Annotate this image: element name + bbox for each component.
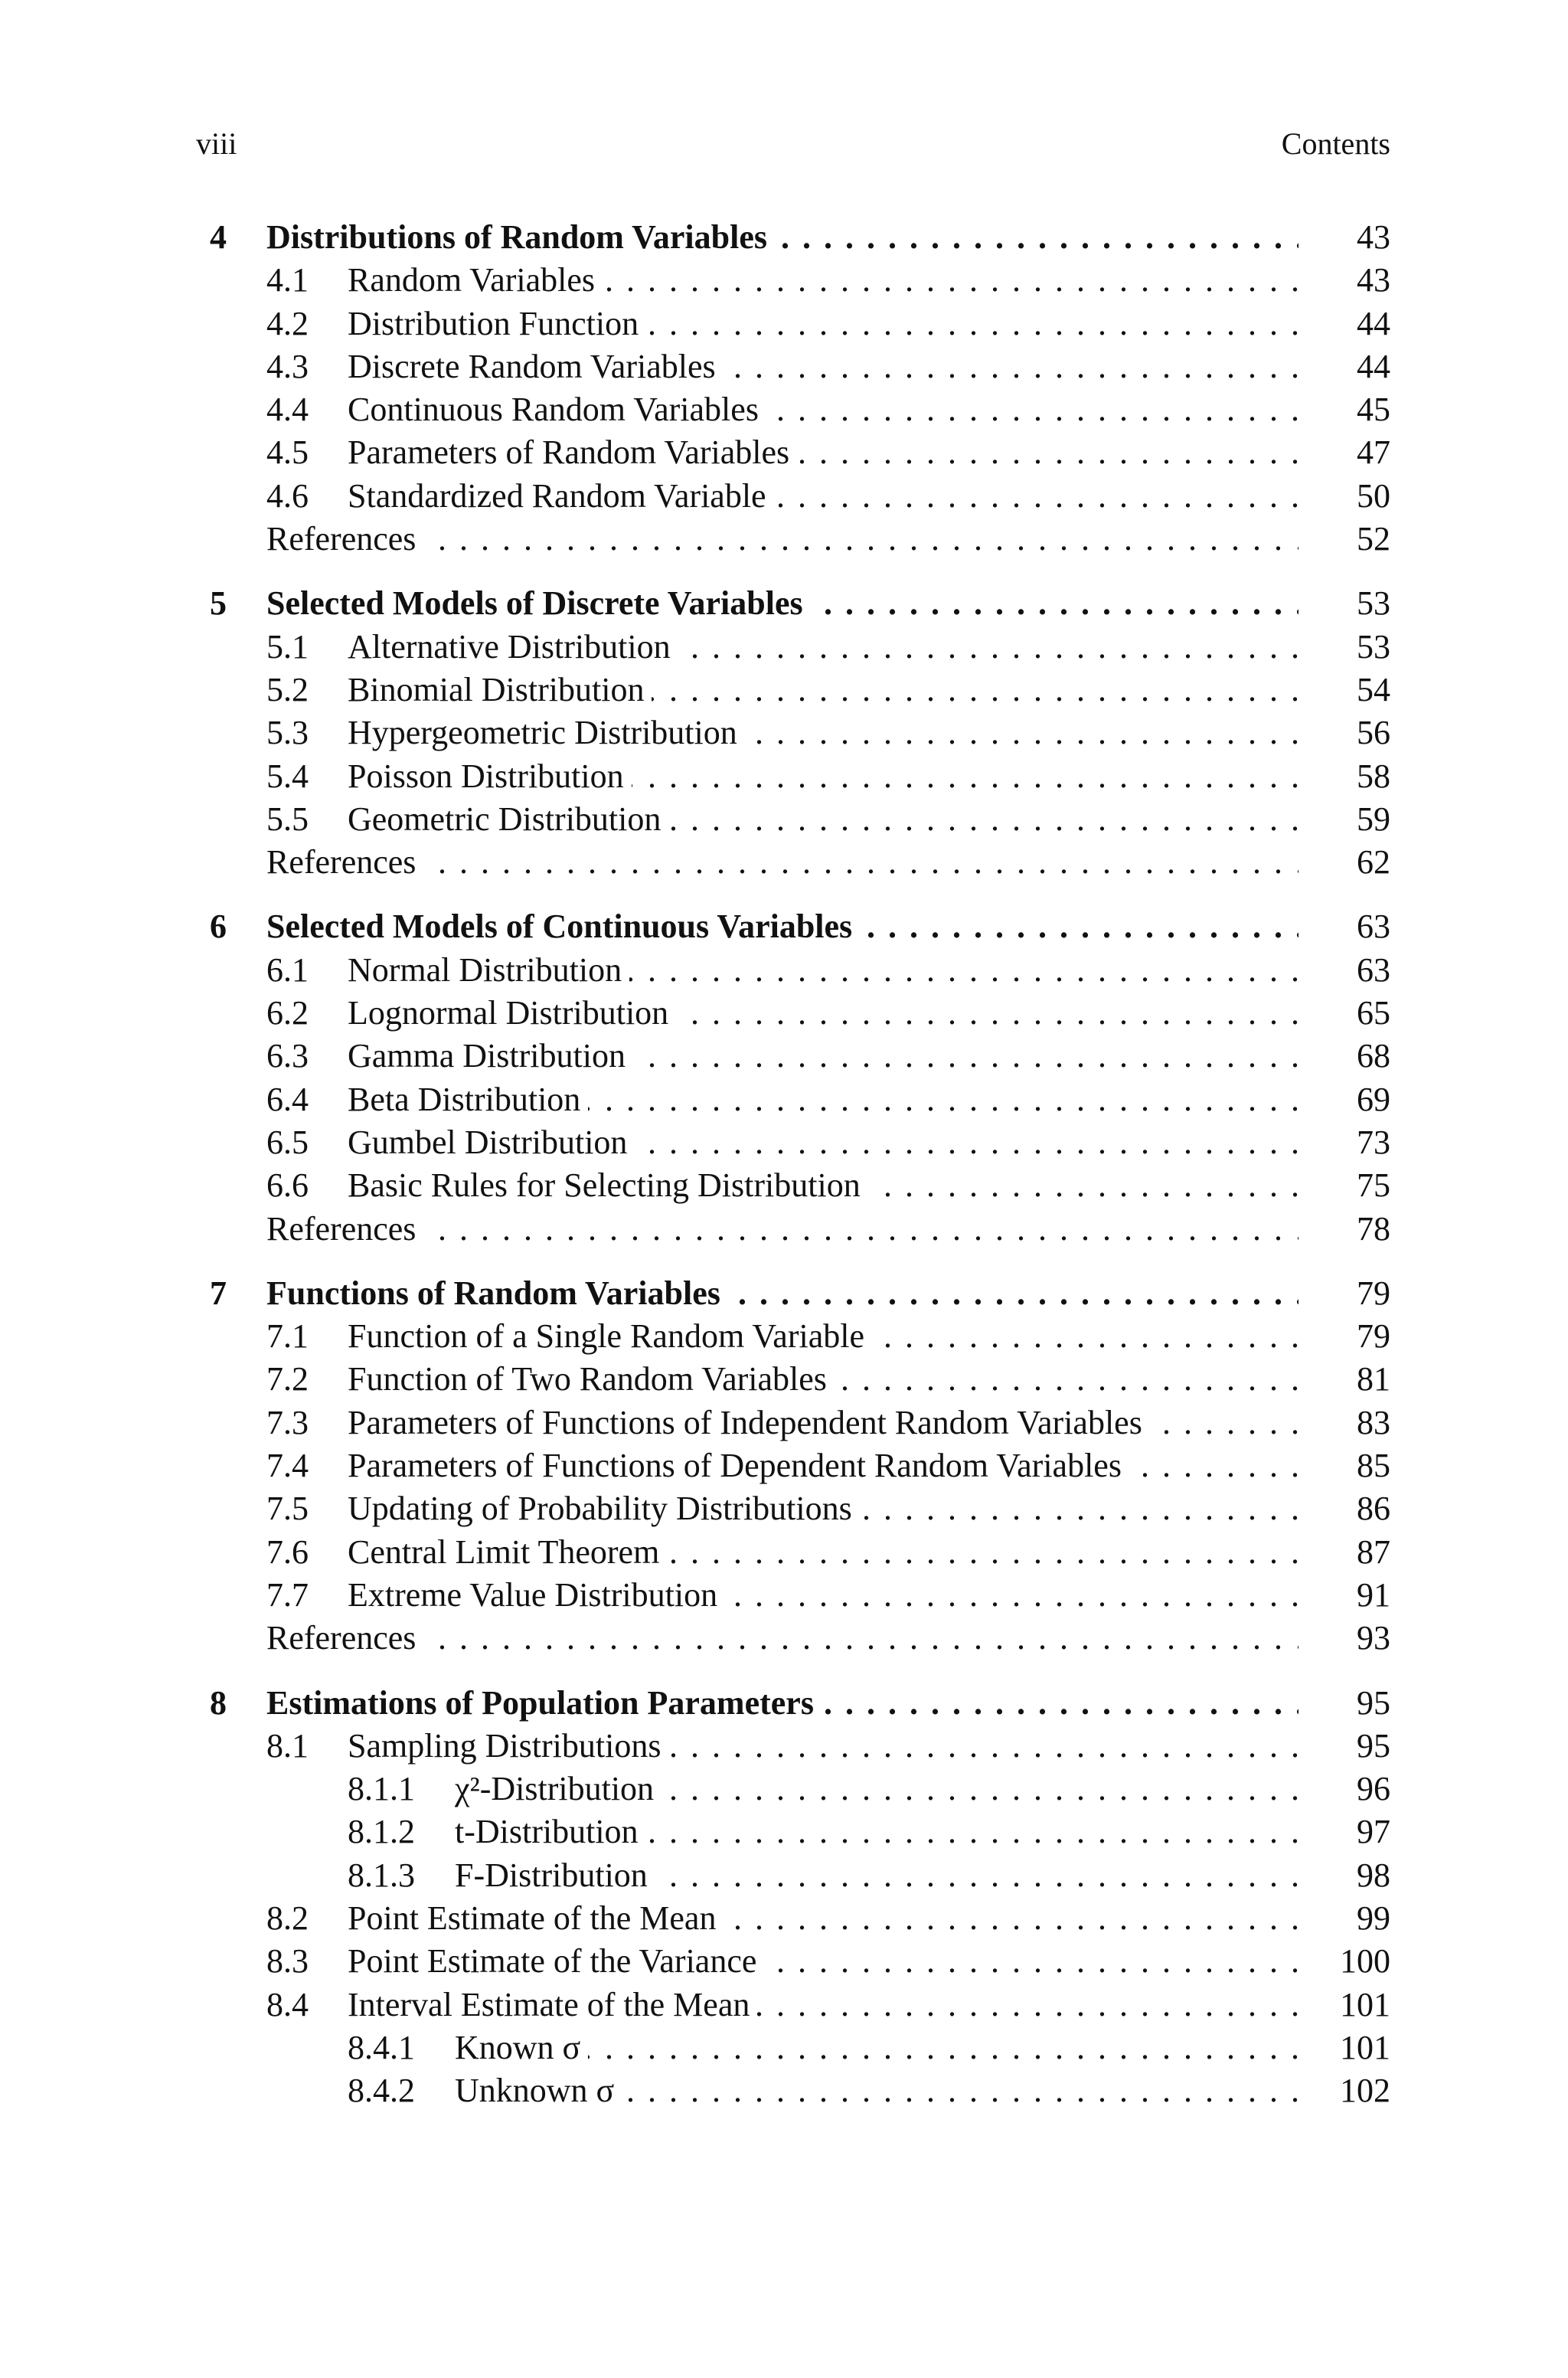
- entry-number: 5.3: [266, 714, 309, 752]
- entry-title: Point Estimate of the Mean: [348, 1899, 724, 1937]
- entry-leader: [455, 1854, 1298, 1897]
- chapter-entry[interactable]: [196, 216, 1390, 259]
- entry-page-number: 95: [1357, 1726, 1390, 1765]
- entry-number: 8.1.1: [348, 1770, 415, 1808]
- entry-number: 5.5: [266, 800, 309, 838]
- entry-leader: [455, 2069, 1298, 2112]
- entry-title: Poisson Distribution: [348, 757, 632, 795]
- entry-page-number: 86: [1357, 1490, 1390, 1528]
- entry-leader: [348, 1984, 1298, 2026]
- chapter-block: [196, 216, 1390, 561]
- entry-leader: [348, 992, 1298, 1035]
- entry-page-number: 43: [1357, 261, 1390, 299]
- section-entry[interactable]: [196, 949, 1390, 992]
- entry-number: 5.4: [266, 757, 309, 795]
- entry-title: t-Distribution: [455, 1813, 646, 1850]
- entry-leader: [348, 1487, 1298, 1530]
- entry-page-number: 63: [1357, 908, 1390, 946]
- entry-leader: [348, 1035, 1298, 1078]
- entry-title: Parameters of Functions of Dependent Random Variables: [348, 1447, 1129, 1484]
- entry-number: 6.3: [266, 1037, 309, 1075]
- entry-leader: [348, 711, 1298, 754]
- entry-leader: [348, 1897, 1298, 1940]
- entry-title: Basic Rules for Selecting Distribution: [348, 1166, 868, 1204]
- entry-page-number: 97: [1357, 1813, 1390, 1851]
- section-entry[interactable]: [196, 1358, 1390, 1401]
- entry-page-number: 87: [1357, 1532, 1390, 1571]
- references-entry[interactable]: [196, 518, 1390, 561]
- entry-title: Known σ: [455, 2029, 588, 2066]
- section-entry[interactable]: [196, 798, 1390, 841]
- entry-title: Normal Distribution: [348, 951, 629, 989]
- section-entry[interactable]: [196, 626, 1390, 669]
- entry-leader: [266, 1272, 1298, 1315]
- entry-leader: [348, 388, 1298, 431]
- entry-title: Binomial Distribution: [348, 671, 652, 708]
- entry-leader: [266, 518, 1298, 561]
- running-title: Contents: [1281, 126, 1390, 161]
- entry-leader: [348, 1164, 1298, 1207]
- entry-title: Discrete Random Variables: [348, 348, 724, 385]
- entry-number: 7.7: [266, 1575, 309, 1614]
- section-entry[interactable]: [196, 303, 1390, 345]
- entry-title: Extreme Value Distribution: [348, 1576, 725, 1614]
- section-entry[interactable]: [196, 669, 1390, 711]
- entry-page-number: 44: [1357, 304, 1390, 342]
- entry-leader: [348, 1940, 1298, 1983]
- entry-number: 8.4.1: [348, 2028, 415, 2066]
- section-entry[interactable]: [196, 1444, 1390, 1487]
- entry-page-number: 101: [1340, 2028, 1390, 2066]
- entry-leader: [348, 1574, 1298, 1617]
- entry-number: 4.2: [266, 304, 309, 342]
- entry-page-number: 102: [1340, 2072, 1390, 2110]
- entry-title: Function of Two Random Variables: [348, 1360, 835, 1398]
- entry-title: Estimations of Population Parameters: [266, 1684, 822, 1722]
- subsection-entry[interactable]: [196, 1854, 1390, 1897]
- entry-number: 8.4: [266, 1985, 309, 2023]
- section-entry[interactable]: [196, 1164, 1390, 1207]
- entry-leader: [455, 2026, 1298, 2069]
- entry-title: Gamma Distribution: [348, 1037, 633, 1075]
- entry-leader: [348, 1315, 1298, 1358]
- chapter-block: [196, 1682, 1390, 2113]
- section-entry[interactable]: [196, 1402, 1390, 1444]
- entry-page-number: 100: [1340, 1942, 1390, 1981]
- entry-page-number: 56: [1357, 714, 1390, 752]
- entry-page-number: 83: [1357, 1403, 1390, 1441]
- entry-leader: [266, 216, 1298, 259]
- entry-page-number: 79: [1357, 1274, 1390, 1312]
- entry-number: 7.3: [266, 1403, 309, 1441]
- entry-page-number: 44: [1357, 347, 1390, 385]
- entry-leader: [348, 1358, 1298, 1401]
- entry-number: 4.6: [266, 476, 309, 515]
- entry-title: Distributions of Random Variables: [266, 218, 775, 256]
- entry-number: 8.1.2: [348, 1813, 415, 1851]
- entry-title: Gumbel Distribution: [348, 1124, 635, 1161]
- entry-page-number: 73: [1357, 1123, 1390, 1161]
- entry-leader: [348, 626, 1298, 669]
- references-entry[interactable]: [196, 841, 1390, 884]
- references-entry[interactable]: [196, 1617, 1390, 1660]
- entry-page-number: 45: [1357, 391, 1390, 429]
- entry-page-number: 75: [1357, 1166, 1390, 1205]
- entry-page-number: 93: [1357, 1619, 1390, 1657]
- entry-page-number: 53: [1357, 627, 1390, 666]
- table-of-contents: [196, 216, 1390, 2134]
- entry-title: Selected Models of Discrete Variables: [266, 584, 811, 622]
- entry-leader: [348, 259, 1298, 302]
- entry-page-number: 62: [1357, 843, 1390, 882]
- entry-title: Unknown σ: [455, 2072, 622, 2109]
- entry-page-number: 81: [1357, 1360, 1390, 1398]
- entry-leader: [348, 1531, 1298, 1574]
- entry-leader: [266, 905, 1298, 948]
- entry-number: 4.3: [266, 347, 309, 385]
- section-entry[interactable]: [196, 1574, 1390, 1617]
- subsection-entry[interactable]: [196, 1768, 1390, 1810]
- entry-title: Parameters of Random Variables: [348, 433, 797, 471]
- entry-number: 8.2: [266, 1899, 309, 1937]
- entry-leader: [348, 1402, 1298, 1444]
- entry-number: 7.5: [266, 1490, 309, 1528]
- entry-page-number: 59: [1357, 800, 1390, 838]
- entry-number: 8: [210, 1683, 227, 1722]
- entry-title: References: [266, 843, 423, 881]
- entry-number: 7.4: [266, 1447, 309, 1485]
- entry-leader: [348, 345, 1298, 388]
- entry-title: Geometric Distribution: [348, 800, 668, 838]
- section-entry[interactable]: [196, 992, 1390, 1035]
- section-entry[interactable]: [196, 1035, 1390, 1078]
- entry-page-number: 54: [1357, 670, 1390, 708]
- entry-page-number: 52: [1357, 520, 1390, 558]
- entry-leader: [348, 431, 1298, 474]
- chapter-block: [196, 582, 1390, 884]
- entry-page-number: 98: [1357, 1856, 1390, 1894]
- section-entry[interactable]: [196, 1078, 1390, 1121]
- entry-leader: [348, 303, 1298, 345]
- entry-title: χ²-Distribution: [455, 1770, 662, 1807]
- section-entry[interactable]: [196, 1897, 1390, 1940]
- entry-page-number: 99: [1357, 1899, 1390, 1937]
- entry-number: 6.5: [266, 1123, 309, 1161]
- entry-leader: [266, 1682, 1298, 1725]
- entry-page-number: 96: [1357, 1770, 1390, 1808]
- entry-title: Interval Estimate of the Mean: [348, 1986, 757, 2023]
- entry-number: 8.1: [266, 1726, 309, 1765]
- entry-page-number: 58: [1357, 757, 1390, 795]
- entry-title: References: [266, 1619, 423, 1657]
- entry-number: 8.1.3: [348, 1856, 415, 1894]
- entry-title: References: [266, 1210, 423, 1248]
- section-entry[interactable]: [196, 1531, 1390, 1574]
- entry-title: Central Limit Theorem: [348, 1533, 667, 1571]
- page-folio: viii: [196, 126, 237, 161]
- section-entry[interactable]: [196, 1315, 1390, 1358]
- entry-page-number: 85: [1357, 1447, 1390, 1485]
- entry-number: 7.2: [266, 1360, 309, 1398]
- section-entry[interactable]: [196, 431, 1390, 474]
- entry-title: Selected Models of Continuous Variables: [266, 908, 860, 945]
- chapter-entry[interactable]: [196, 1682, 1390, 1725]
- entry-number: 6.6: [266, 1166, 309, 1205]
- entry-number: 8.3: [266, 1942, 309, 1981]
- section-entry[interactable]: [196, 345, 1390, 388]
- entry-leader: [348, 669, 1298, 711]
- section-entry[interactable]: [196, 1940, 1390, 1983]
- entry-number: 6.4: [266, 1080, 309, 1118]
- entry-number: 7: [210, 1274, 227, 1312]
- section-entry[interactable]: [196, 259, 1390, 302]
- entry-title: Sampling Distributions: [348, 1727, 668, 1765]
- entry-number: 6.1: [266, 950, 309, 989]
- entry-title: Distribution Function: [348, 305, 646, 342]
- entry-page-number: 79: [1357, 1317, 1390, 1356]
- entry-title: Random Variables: [348, 261, 603, 299]
- section-entry[interactable]: [196, 475, 1390, 518]
- entry-leader: [266, 1208, 1298, 1251]
- entry-title: Function of a Single Random Variable: [348, 1317, 872, 1355]
- section-entry[interactable]: [196, 1121, 1390, 1164]
- entry-title: Alternative Distribution: [348, 628, 678, 666]
- entry-page-number: 95: [1357, 1683, 1390, 1722]
- entry-page-number: 101: [1340, 1985, 1390, 2023]
- entry-number: 5.2: [266, 670, 309, 708]
- entry-page-number: 65: [1357, 994, 1390, 1032]
- entry-title: Lognormal Distribution: [348, 994, 676, 1032]
- chapter-entry[interactable]: [196, 582, 1390, 625]
- entry-title: Continuous Random Variables: [348, 391, 766, 428]
- entry-page-number: 91: [1357, 1575, 1390, 1614]
- entry-number: 6: [210, 908, 227, 946]
- entry-title: Updating of Probability Distributions: [348, 1490, 860, 1527]
- entry-leader: [348, 1725, 1298, 1768]
- entry-title: Beta Distribution: [348, 1081, 588, 1118]
- subsection-entry[interactable]: [196, 2026, 1390, 2069]
- running-head: [196, 123, 1390, 165]
- entry-title: Hypergeometric Distribution: [348, 714, 745, 751]
- entry-leader: [266, 841, 1298, 884]
- entry-page-number: 68: [1357, 1037, 1390, 1075]
- entry-number: 7.6: [266, 1532, 309, 1571]
- entry-leader: [266, 1617, 1298, 1660]
- entry-leader: [348, 475, 1298, 518]
- entry-number: 7.1: [266, 1317, 309, 1356]
- entry-number: 5.1: [266, 627, 309, 666]
- entry-page-number: 53: [1357, 584, 1390, 623]
- entry-title: Point Estimate of the Variance: [348, 1942, 764, 1980]
- chapter-entry[interactable]: [196, 1272, 1390, 1315]
- entry-title: Parameters of Functions of Independent Random Variables: [348, 1404, 1150, 1441]
- entry-leader: [348, 755, 1298, 798]
- entry-leader: [266, 582, 1298, 625]
- entry-leader: [348, 1078, 1298, 1121]
- entry-leader: [348, 798, 1298, 841]
- entry-leader: [348, 949, 1298, 992]
- entry-title: Functions of Random Variables: [266, 1274, 728, 1312]
- entry-number: 4.4: [266, 391, 309, 429]
- entry-number: 4.1: [266, 261, 309, 299]
- entry-title: F-Distribution: [455, 1856, 655, 1894]
- entry-leader: [455, 1810, 1298, 1853]
- entry-number: 6.2: [266, 994, 309, 1032]
- entry-title: References: [266, 520, 423, 558]
- chapter-entry[interactable]: [196, 905, 1390, 948]
- section-entry[interactable]: [196, 755, 1390, 798]
- entry-number: 4: [210, 218, 227, 256]
- entry-page-number: 43: [1357, 218, 1390, 256]
- references-entry[interactable]: [196, 1208, 1390, 1251]
- entry-title: Standardized Random Variable: [348, 477, 774, 515]
- chapter-block: [196, 905, 1390, 1250]
- section-entry[interactable]: [196, 711, 1390, 754]
- entry-number: 5: [210, 584, 227, 623]
- section-entry[interactable]: [196, 1487, 1390, 1530]
- subsection-entry[interactable]: [196, 1810, 1390, 1853]
- entry-page-number: 63: [1357, 950, 1390, 989]
- entry-number: 8.4.2: [348, 2072, 415, 2110]
- entry-leader: [455, 1768, 1298, 1810]
- chapter-block: [196, 1272, 1390, 1660]
- entry-page-number: 69: [1357, 1080, 1390, 1118]
- section-entry[interactable]: [196, 388, 1390, 431]
- entry-page-number: 50: [1357, 476, 1390, 515]
- entry-page-number: 47: [1357, 433, 1390, 472]
- section-entry[interactable]: [196, 1725, 1390, 1768]
- entry-page-number: 78: [1357, 1209, 1390, 1248]
- subsection-entry[interactable]: [196, 2069, 1390, 2112]
- entry-leader: [348, 1444, 1298, 1487]
- entry-number: 4.5: [266, 433, 309, 472]
- entry-leader: [348, 1121, 1298, 1164]
- section-entry[interactable]: [196, 1984, 1390, 2026]
